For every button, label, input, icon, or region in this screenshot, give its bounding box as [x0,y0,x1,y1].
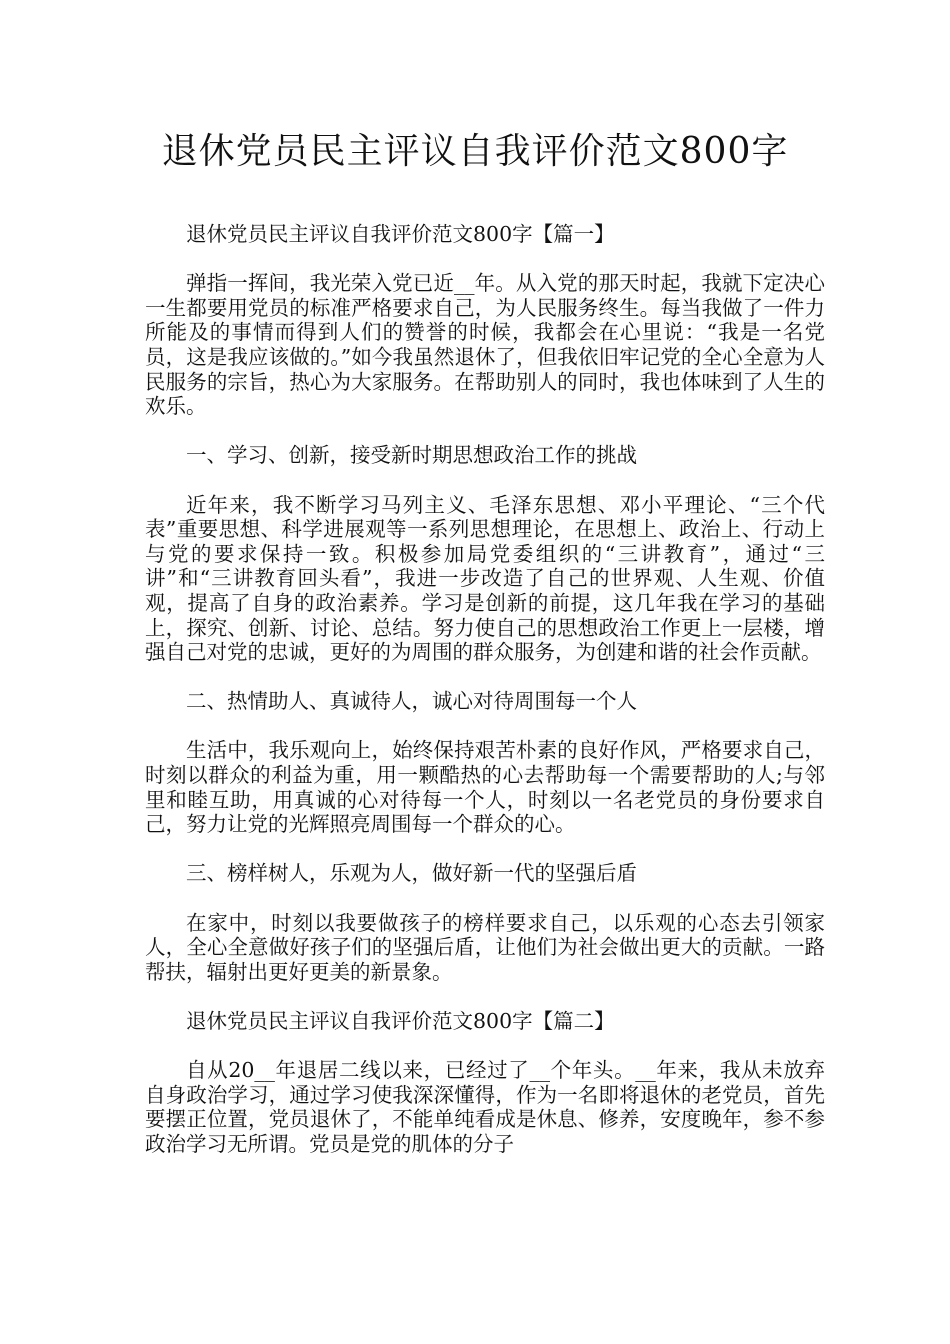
paragraph: 近年来，我不断学习马列主义、毛泽东思想、邓小平理论、“三个代表”重要思想、科学进展观等一系列思想理论，在思想上、政治上、行动上与党的要求保持一致。积极参加局党委组织的“三讲教育”，通过“三讲”和“三讲教育回头看”，我进一步改造了自己的世界观、人生观、价值观，提高了自身的政治素养。学习是创新的前提，这几年我在学习的基础上，探究、创新、讨论、总结。努力使自己的思想政治工作更上一层楼，增强自己对党的忠诚，更好的为周围的群众服务，为创建和谐的社会作贡献。 [145,492,825,665]
subheading-help-others: 二、热情助人、真诚待人，诚心对待周围每一个人 [186,689,637,714]
document-body [145,222,825,1157]
subheading-study-innovate: 一、学习、创新，接受新时期思想政治工作的挑战 [186,443,637,468]
paragraph: 在家中，时刻以我要做孩子的榜样要求自己，以乐观的心态去引领家人，全心全意做好孩子们的坚强后盾，让他们为社会做出更大的贡献。一路帮扶，辐射出更好更美的新景象。 [145,910,825,984]
paragraph: 生活中，我乐观向上，始终保持艰苦朴素的良好作风，严格要求自己，时刻以群众的利益为重，用一颗酷热的心去帮助每一个需要帮助的人;与邻里和睦互助，用真诚的心对待每一个人，时刻以一名老党员的身份要求自己，努力让党的光辉照亮周围每一个群众的心。 [145,738,825,837]
section-heading-part-one: 退休党员民主评议自我评价范文800字【篇一】 [186,222,615,246]
document-title: 退休党员民主评议自我评价范文800字 [161,131,789,172]
subheading-role-model: 三、榜样树人，乐观为人，做好新一代的坚强后盾 [186,861,637,886]
section-heading-part-two: 退休党员民主评议自我评价范文800字【篇二】 [186,1009,615,1033]
paragraph: 弹指一挥间，我光荣入党已近__年。从入党的那天时起，我就下定决心一生都要用党员的标准严格要求自己，为人民服务终生。每当我做了一件力所能及的事情而得到人们的赞誉的时候，我都会在心里说：“我是一名党员，这是我应该做的。”如今我虽然退休了，但我依旧牢记党的全心全意为人民服务的宗旨，热心为大家服务。在帮助别人的同时，我也体味到了人生的欢乐。 [145,271,825,419]
paragraph: 自从20__年退居二线以来，已经过了__个年头。__年来，我从未放弃自身政治学习，通过学习使我深深懂得，作为一名即将退休的老党员，首先要摆正位置，党员退休了，不能单纯看成是休息、修养，安度晚年，参不参政治学习无所谓。党员是党的肌体的分子 [145,1058,825,1156]
